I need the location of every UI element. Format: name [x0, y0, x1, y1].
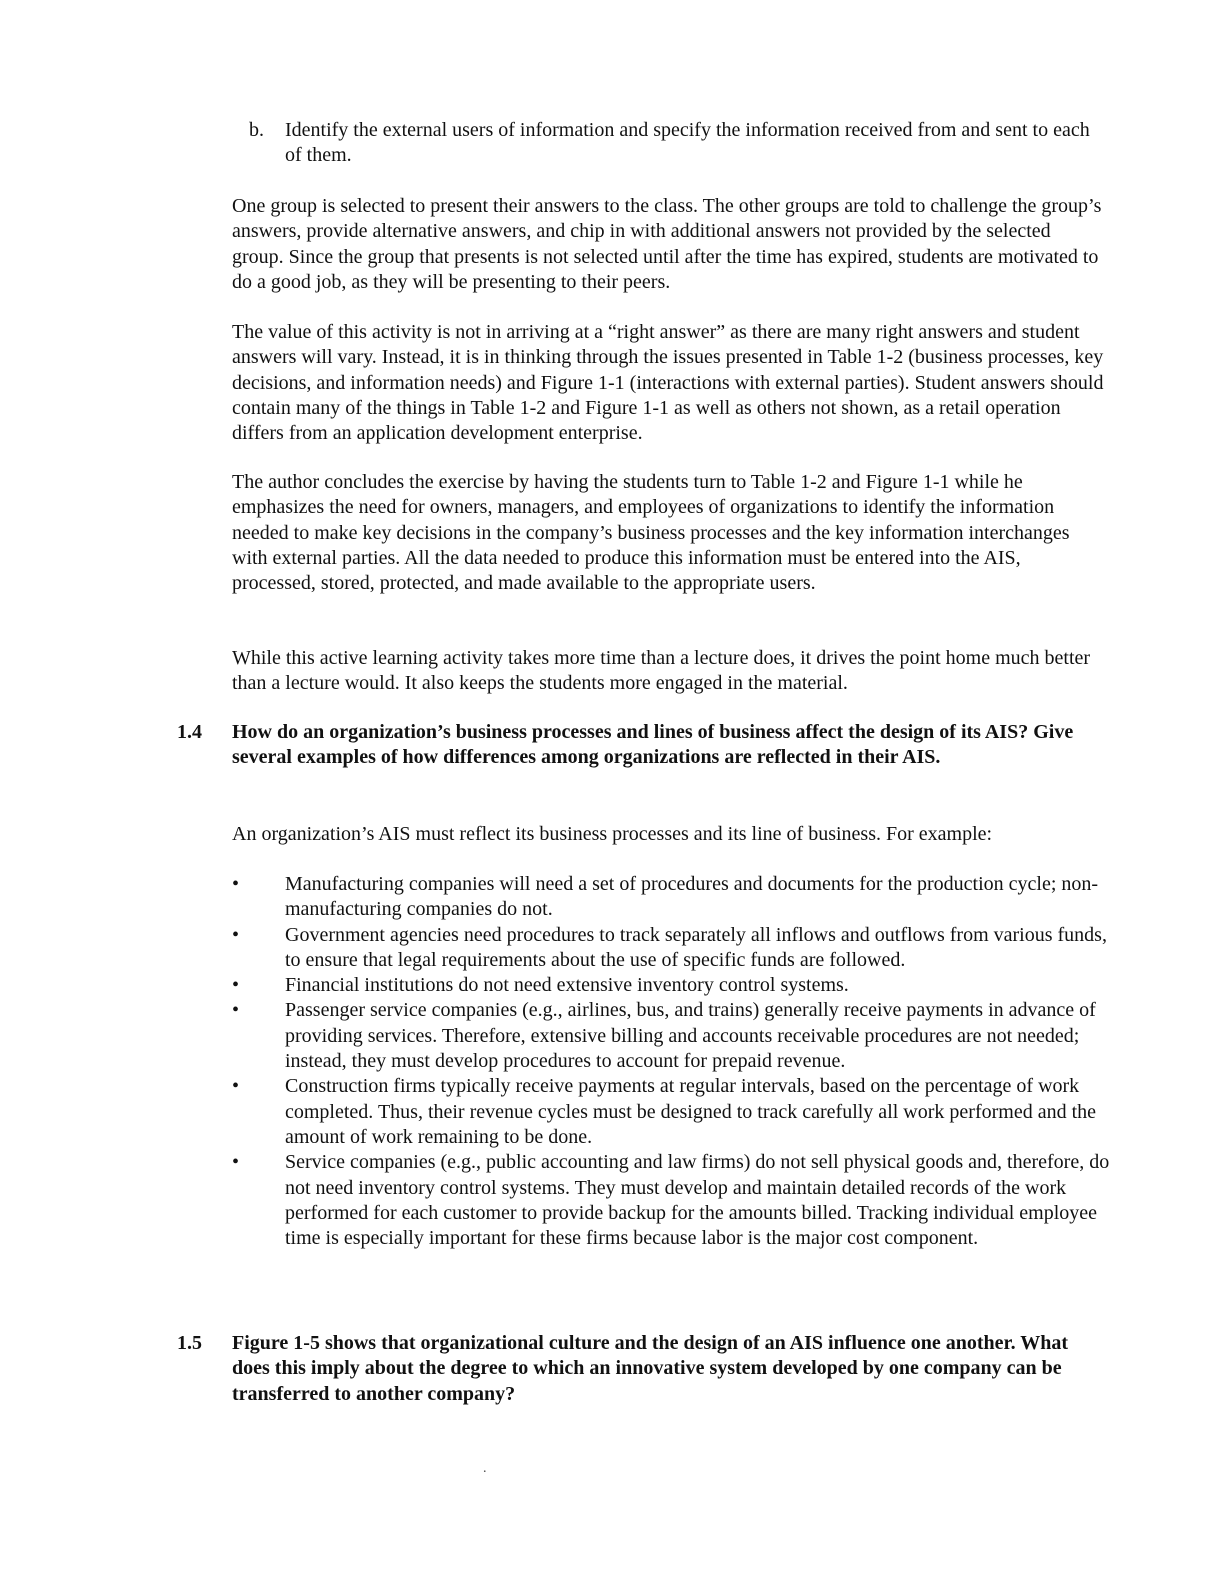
list-item: • Service companies (e.g., public accounting and law firms) do not sell physical goods and, therefore, do not need inventory control systems. They must develop and maintain detailed records of the work performed for each customer to provide backup for the amounts billed. Tracking individual employee time is especially important for these firms because labor is the major cost component.: [232, 1151, 1110, 1250]
paragraph-active-learning: While this active learning activity takes more time than a lecture does, it drives the point home much better than a lecture would. It also keeps the students more engaged in the material.: [232, 647, 1091, 695]
list-item: • Passenger service companies (e.g., airlines, bus, and trains) generally receive payments in advance of providing services. Therefore, extensive billing and accounts receivable procedures are not needed; instead, they must develop procedures to account for prepaid revenue.: [232, 999, 1096, 1073]
list-item: • Financial institutions do not need extensive inventory control systems.: [232, 973, 1112, 998]
bullet-icon: •: [232, 999, 240, 1022]
bullet-icon: •: [232, 1151, 240, 1174]
list-item: • Manufacturing companies will need a set of procedures and documents for the production cycle; non-manufacturing companies do not.: [232, 873, 1099, 921]
question-text: Figure 1-5 shows that organizational culture and the design of an AIS influence one another. What does this imply about the degree to which an innovative system developed by one company can be transferred to another company?: [232, 1332, 1069, 1405]
list-item: • Construction firms typically receive payments at regular intervals, based on the percentage of work completed. Thus, their revenue cycles must be designed to track carefully all work performed and the amount of work remaining to be done.: [232, 1075, 1097, 1148]
list-marker: b.: [249, 119, 264, 141]
list-item: • Government agencies need procedures to track separately all inflows and outflows from various funds, to ensure that legal requirements about the use of specific funds are followed.: [232, 923, 1107, 971]
question-number: 1.4: [177, 721, 202, 743]
bullet-icon: •: [232, 923, 240, 946]
bullet-icon: •: [232, 974, 240, 997]
paragraph-activity-value: The value of this activity is not in arriving at a “right answer” as there are many right answers and student answers will vary. Instead, it is in thinking through the issues presented in Table 1-2 (business processes, key decisions, and information needs) and Figure 1-1 (interactions with external parties). Student answers should contain many of the things in Table 1-2 and Figure 1-1 as well as others not shown, as a retail operation differs from an application development enterprise.: [232, 321, 1104, 445]
paragraph-group-presentation: One group is selected to present their answers to the class. The other groups are told to challenge the group’s answers, provide alternative answers, and chip in with additional answers not provided by the selected group. Since the group that presents is not selected until after the time has expired, students are motivated to do a good job, as they will be presenting to their peers.: [232, 195, 1102, 293]
question-1-4-heading: [177, 720, 1107, 771]
bullet-icon: •: [232, 873, 240, 895]
stray-mark: .: [483, 1461, 487, 1476]
examples-bullet-list: [232, 872, 1112, 1251]
paragraph-author-concludes: The author concludes the exercise by having the students turn to Table 1-2 and Figure 1-1 while he emphasizes the need for owners, managers, and employees of organizations to identify the information needed to make key decisions in the company’s business processes and the key information interchanges with external parties. All the data needed to produce this information must be entered into the AIS, processed, stored, protected, and made available to the appropriate users.: [232, 471, 1070, 595]
question-number: 1.5: [177, 1332, 202, 1354]
question-text: How do an organization’s business processes and lines of business affect the design of its AIS? Give several examples of how differences among organizations are reflected in their AIS.: [232, 721, 1074, 769]
list-item-text: Identify the external users of information and specify the information received from and sent to each of them.: [285, 119, 1090, 167]
question-1-5-heading: [177, 1331, 1107, 1407]
list-item-b: [249, 118, 1109, 169]
bullet-icon: •: [232, 1075, 240, 1098]
paragraph-ais-reflects: An organization’s AIS must reflect its business processes and its line of business. For example:: [232, 823, 993, 845]
